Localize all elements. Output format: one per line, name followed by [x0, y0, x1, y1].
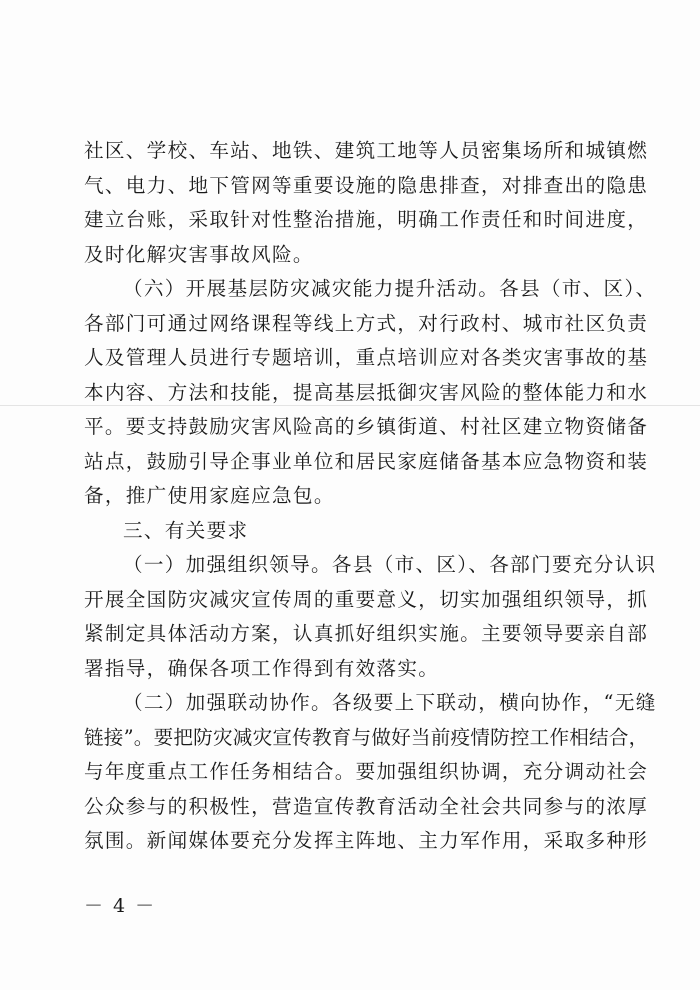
paragraph-line: 本内容、方法和技能，提高基层抵御灾害风险的整体能力和水	[84, 380, 649, 404]
paragraph-line: 备，推广使用家庭应急包。	[84, 484, 335, 507]
subsection-two-line: （二）加强联动协作。各级要上下联动，横向协作，“无缝	[123, 691, 657, 714]
paragraph-line: 建立台账，采取针对性整治措施，明确工作责任和时间进度，	[84, 208, 649, 231]
paragraph-line: 站点，鼓励引导企事业单位和居民家庭储备基本应急物资和装	[84, 449, 649, 473]
section-six-heading-line: （六）开展基层防灾减灾能力提升活动。各县（市、区）、	[123, 277, 657, 300]
paragraph-line: 及时化解灾害事故风险。	[84, 242, 314, 266]
paragraph-line: 紧制定具体活动方案，认真抓好组织实施。主要领导要亲自部	[84, 622, 649, 645]
paragraph-line: 各部门可通过网络课程等线上方式，对行政村、城市社区负责	[84, 311, 649, 335]
section-three-heading: 三、有关要求	[123, 518, 249, 542]
paragraph-line: 气、电力、地下管网等重要设施的隐患排查，对排查出的隐患	[84, 173, 649, 197]
body-text	[84, 134, 657, 859]
paragraph-line: 人及管理人员进行专题培训，重点培训应对各类灾害事故的基	[84, 346, 649, 369]
paragraph-line: 社区、学校、车站、地铁、建筑工地等人员密集场所和城镇燃	[84, 139, 649, 162]
paragraph-line: 开展全国防灾减灾宣传周的重要意义，切实加强组织领导，抓	[84, 587, 649, 611]
subsection-one-line: （一）加强组织领导。各县（市、区）、各部门要充分认识	[123, 553, 657, 576]
page-number: － 4 －	[84, 895, 157, 917]
paragraph-line: 公众参与的积极性，营造宣传教育活动全社会共同参与的浓厚	[84, 794, 649, 818]
paragraph-line: 平。要支持鼓励灾害风险高的乡镇街道、村社区建立物资储备	[84, 415, 649, 438]
paragraph-line: 链接”。要把防灾减灾宣传教育与做好当前疫情防控工作相结合，	[84, 725, 649, 749]
paragraph-line: 署指导，确保各项工作得到有效落实。	[84, 656, 440, 680]
paragraph-line: 氛围。新闻媒体要充分发挥主阵地、主力军作用，采取多种形	[84, 829, 649, 852]
paragraph-line: 与年度重点工作任务相结合。要加强组织协调，充分调动社会	[84, 760, 649, 783]
